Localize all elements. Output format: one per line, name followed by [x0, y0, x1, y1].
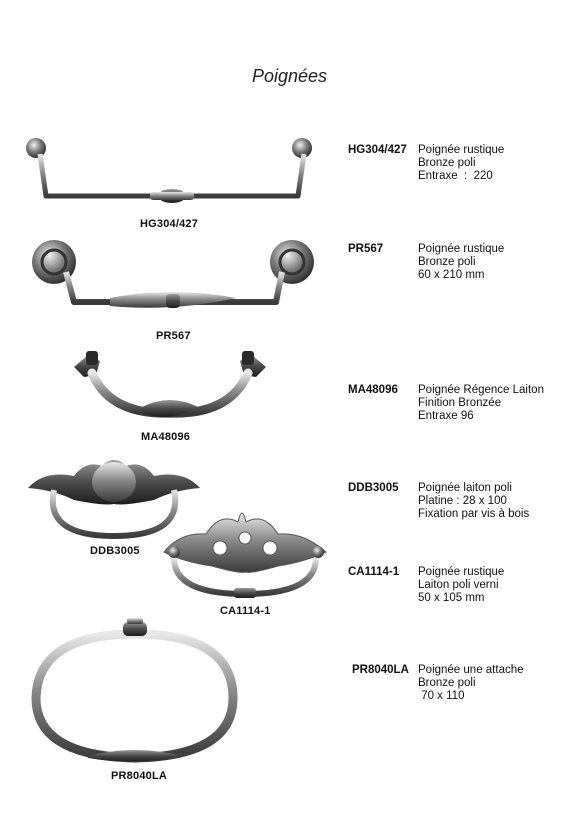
desc-line: Laiton poli verni [418, 579, 499, 591]
desc-pr8040la [418, 664, 524, 703]
desc-line: Poignée une attache [418, 664, 524, 676]
desc-hg304-427 [418, 144, 504, 183]
desc-line: Entraxe 96 [418, 410, 474, 422]
ref-hg304-427: HG304/427 [348, 144, 407, 156]
desc-line: Entraxe : 220 [418, 170, 493, 182]
desc-line: Poignée rustique [418, 144, 505, 156]
desc-line: Bronze poli [418, 677, 476, 689]
page-title: Poignées [251, 66, 328, 86]
caption-hg304-427: HG304/427 [140, 218, 199, 230]
desc-ca1114-1 [418, 566, 504, 605]
desc-line: Poignée Régence Laiton [418, 384, 544, 396]
desc-line: 70 x 110 [418, 690, 465, 702]
desc-line: 60 x 210 mm [418, 269, 485, 281]
desc-pr567 [418, 243, 504, 282]
desc-line: Poignée rustique [418, 566, 505, 578]
handle-ma48096-image [70, 345, 270, 427]
desc-ma48096 [418, 384, 544, 423]
caption-ddb3005: DDB3005 [90, 545, 140, 557]
ref-ma48096: MA48096 [348, 384, 398, 396]
handle-ca1114-1-image [150, 502, 340, 602]
desc-line: Platine : 28 x 100 [418, 495, 507, 507]
desc-line: 50 x 105 mm [418, 592, 485, 604]
desc-ddb3005 [418, 482, 529, 521]
ref-pr8040la: PR8040LA [352, 664, 409, 676]
desc-line: Finition Bronzée [418, 397, 502, 409]
desc-line: Bronze poli [418, 256, 476, 268]
caption-ca1114-1: CA1114-1 [220, 605, 271, 617]
handle-hg304-427-image [22, 134, 322, 214]
caption-pr567: PR567 [156, 330, 191, 342]
caption-ma48096: MA48096 [141, 431, 191, 443]
desc-line: Fixation par vis à bois [418, 508, 530, 520]
desc-line: Bronze poli [418, 157, 476, 169]
desc-line: Poignée laiton poli [418, 482, 512, 494]
ref-pr567: PR567 [348, 243, 384, 255]
caption-pr8040la: PR8040LA [111, 770, 168, 782]
ref-ca1114-1: CA1114-1 [348, 566, 400, 578]
desc-line: Poignée rustique [418, 243, 505, 255]
handle-pr567-image [30, 236, 320, 326]
handle-pr8040la-image [28, 618, 243, 768]
ref-ddb3005: DDB3005 [348, 482, 399, 494]
